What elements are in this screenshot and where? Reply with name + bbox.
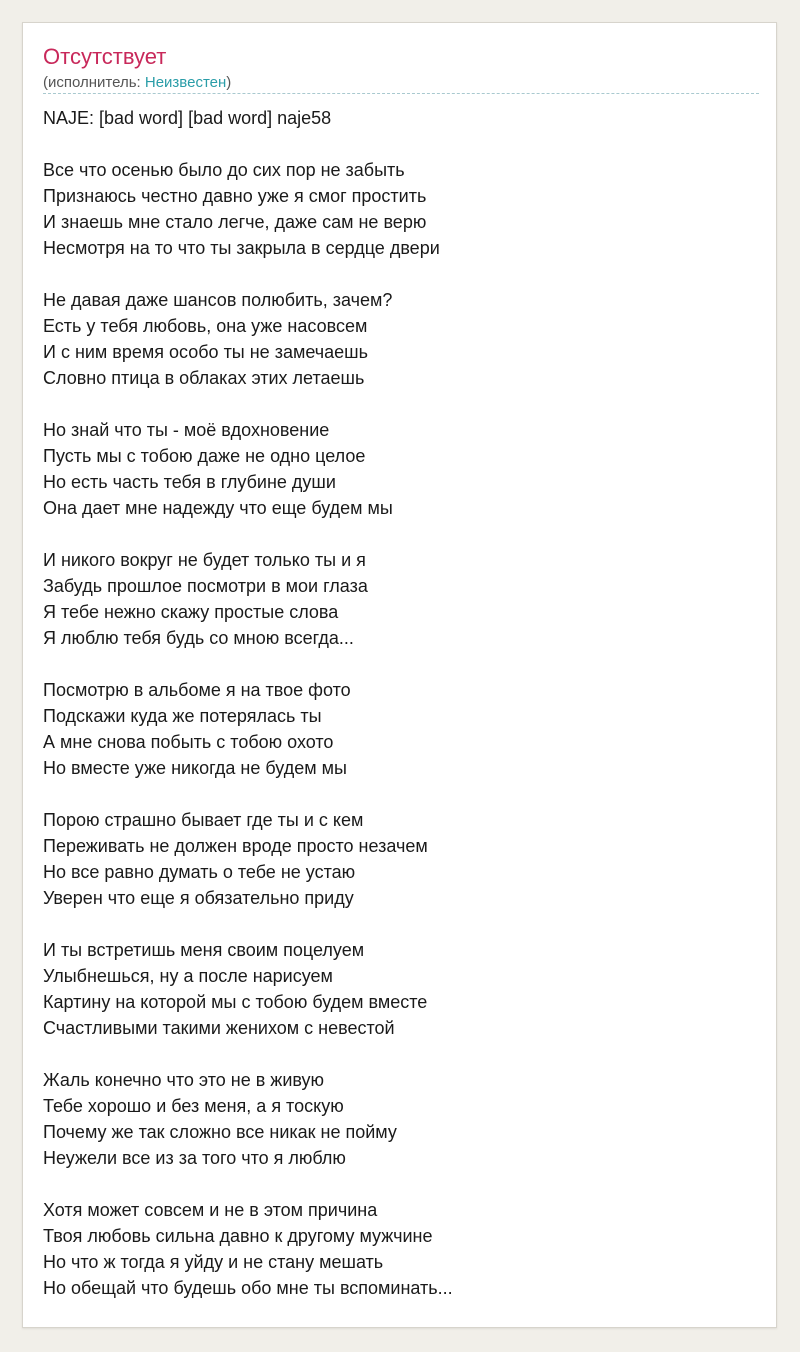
title-divider xyxy=(43,93,759,94)
lyrics-line: Почему же так сложно все никак не пойму xyxy=(43,1122,397,1142)
lyrics-line: Твоя любовь сильна давно к другому мужчине xyxy=(43,1226,433,1246)
lyrics-line: Посмотрю в альбоме я на твое фото xyxy=(43,680,351,700)
artist-meta-suffix: ) xyxy=(226,74,232,91)
lyrics-line: Словно птица в облаках этих летаешь xyxy=(43,368,365,388)
artist-link[interactable]: Неизвестен xyxy=(144,74,227,91)
lyrics-line: Я тебе нежно скажу простые слова xyxy=(43,602,339,622)
lyrics-line: Признаюсь честно давно уже я смог простить xyxy=(43,186,427,206)
lyrics-line: Жаль конечно что это не в живую xyxy=(43,1070,325,1090)
lyrics-line: Не давая даже шансов полюбить, зачем? xyxy=(43,290,393,310)
lyrics-line: Неужели все из за того что я люблю xyxy=(43,1148,346,1168)
lyrics-line: Я люблю тебя будь со мною всегда... xyxy=(43,628,354,648)
lyrics-line: Все что осенью было до сих пор не забыть xyxy=(43,160,405,180)
lyrics-line: Но все равно думать о тебе не устаю xyxy=(43,862,356,882)
lyrics-line: Забудь прошлое посмотри в мои глаза xyxy=(43,576,368,596)
lyrics-line: Счастливыми такими женихом с невестой xyxy=(43,1018,395,1038)
lyrics-line: Уверен что еще я обязательно приду xyxy=(43,888,354,908)
lyrics-stanza xyxy=(43,1197,759,1301)
artist-meta-prefix: (исполнитель: xyxy=(43,74,145,91)
lyrics-stanza xyxy=(43,547,759,651)
lyrics-line: Картину на которой мы с тобою будем вместе xyxy=(43,992,428,1012)
lyrics-line: Улыбнешься, ну а после нарисуем xyxy=(43,966,333,986)
lyrics-stanza xyxy=(43,157,759,261)
lyrics-line: Но что ж тогда я уйду и не стану мешать xyxy=(43,1252,384,1272)
lyrics-stanza xyxy=(43,677,759,781)
lyrics-stanza xyxy=(43,1067,759,1171)
lyrics-body xyxy=(43,105,759,1301)
lyrics-stanza xyxy=(43,287,759,391)
lyrics-line: Но вместе уже никогда не будем мы xyxy=(43,758,347,778)
lyrics-line: Порою страшно бывает где ты и с кем xyxy=(43,810,364,830)
lyrics-line: Пусть мы с тобою даже не одно целое xyxy=(43,446,366,466)
lyrics-card xyxy=(22,22,777,1328)
lyrics-line: И с ним время особо ты не замечаешь xyxy=(43,342,368,362)
lyrics-line: Несмотря на то что ты закрыла в сердце двери xyxy=(43,238,440,258)
lyrics-stanza xyxy=(43,417,759,521)
lyrics-line: А мне снова побыть с тобою охото xyxy=(43,732,334,752)
lyrics-line: Есть у тебя любовь, она уже насовсем xyxy=(43,316,368,336)
lyrics-line: Переживать не должен вроде просто незачем xyxy=(43,836,428,856)
artist-meta xyxy=(43,74,231,92)
lyrics-line: NAJE: [bad word] [bad word] naje58 xyxy=(43,108,332,128)
lyrics-line: Тебе хорошо и без меня, а я тоскую xyxy=(43,1096,344,1116)
lyrics-line: Хотя может совсем и не в этом причина xyxy=(43,1200,378,1220)
lyrics-stanza xyxy=(43,807,759,911)
lyrics-line: И ты встретишь меня своим поцелуем xyxy=(43,940,365,960)
lyrics-stanza xyxy=(43,105,759,131)
lyrics-line: И никого вокруг не будет только ты и я xyxy=(43,550,366,570)
lyrics-line: Она дает мне надежду что еще будем мы xyxy=(43,498,393,518)
lyrics-line: Но знай что ты - моё вдохновение xyxy=(43,420,330,440)
song-title: Отсутствует xyxy=(43,44,167,69)
lyrics-line: И знаешь мне стало легче, даже сам не верю xyxy=(43,212,427,232)
lyrics-line: Но обещай что будешь обо мне ты вспоминать... xyxy=(43,1278,453,1298)
lyrics-line: Но есть часть тебя в глубине души xyxy=(43,472,336,492)
lyrics-line: Подскажи куда же потерялась ты xyxy=(43,706,322,726)
lyrics-stanza xyxy=(43,937,759,1041)
